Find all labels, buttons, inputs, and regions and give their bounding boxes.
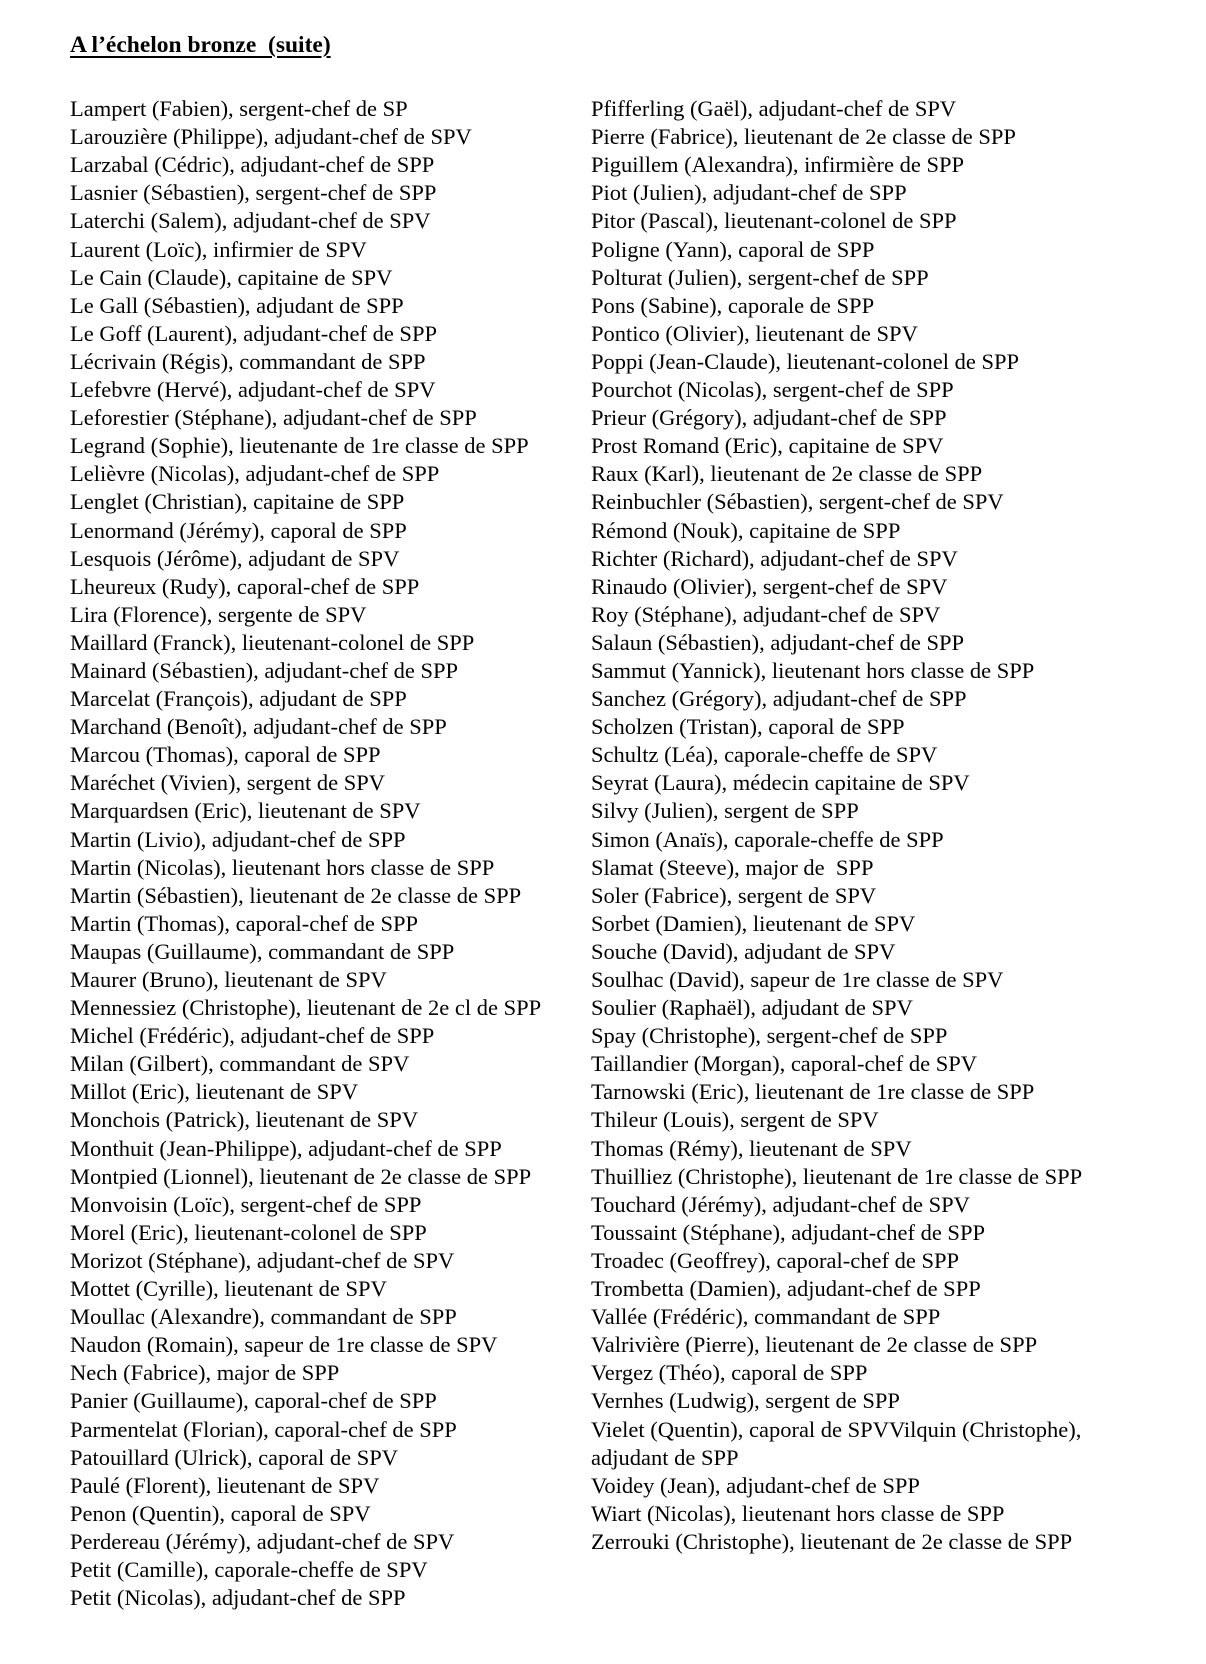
list-entry: Voidey (Jean), adjudant-chef de SPP xyxy=(591,1472,920,1498)
list-entry: Lira (Florence), sergente de SPV xyxy=(70,601,367,627)
list-entry: Thileur (Louis), sergent de SPV xyxy=(591,1107,879,1133)
list-entry: Milan (Gilbert), commandant de SPV xyxy=(70,1051,410,1077)
list-entry: Patouillard (Ulrick), caporal de SPV xyxy=(70,1444,399,1470)
list-entry: Maurer (Bruno), lieutenant de SPV xyxy=(70,967,387,992)
list-entry: Seyrat (Laura), médecin capitaine de SPV xyxy=(591,770,970,796)
list-entry: Monvoisin (Loïc), sergent-chef de SPP xyxy=(70,1191,422,1217)
list-entry: Trombetta (Damien), adjudant-chef de SPP xyxy=(591,1276,981,1302)
list-entry: Roy (Stéphane), adjudant-chef de SPV xyxy=(591,601,941,627)
list-entry: Maréchet (Vivien), sergent de SPV xyxy=(70,770,386,796)
list-entry: Martin (Sébastien), lieutenant de 2e classe de SPP xyxy=(70,882,522,908)
list-entry: Laurent (Loïc), infirmier de SPV xyxy=(70,236,367,262)
list-entry: Larouzière (Philippe), adjudant-chef de SPV xyxy=(70,124,472,150)
list-entry: Pierre (Fabrice), lieutenant de 2e classe de SPP xyxy=(591,124,1016,150)
list-entry: Taillandier (Morgan), caporal-chef de SPV xyxy=(591,1051,977,1077)
list-entry: Vergez (Théo), caporal de SPP xyxy=(591,1360,868,1386)
list-entry: Le Gall (Sébastien), adjudant de SPP xyxy=(70,292,404,318)
list-entry: Sammut (Yannick), lieutenant hors classe de SPP xyxy=(591,657,1035,683)
list-entry: Prost Romand (Eric), capitaine de SPV xyxy=(591,433,944,459)
list-entry: Mottet (Cyrille), lieutenant de SPV xyxy=(70,1276,387,1302)
document-title: A l’échelon bronze (suite) xyxy=(70,32,331,58)
list-entry: Lefebvre (Hervé), adjudant-chef de SPV xyxy=(70,377,436,403)
list-entry: Morizot (Stéphane), adjudant-chef de SPV xyxy=(70,1247,455,1273)
list-entry: Maupas (Guillaume), commandant de SPP xyxy=(70,938,455,964)
list-entry: Sanchez (Grégory), adjudant-chef de SPP xyxy=(591,686,967,712)
list-entry: Millot (Eric), lieutenant de SPV xyxy=(70,1079,359,1105)
list-entry: Polturat (Julien), sergent-chef de SPP xyxy=(591,264,929,290)
list-entry: Soulhac (David), sapeur de 1re classe de SPV xyxy=(591,967,1004,992)
list-entry: Spay (Christophe), sergent-chef de SPP xyxy=(591,1023,948,1049)
list-entry: Naudon (Romain), sapeur de 1re classe de SPV xyxy=(70,1332,498,1358)
list-entry: Simon (Anaïs), caporale-cheffe de SPP xyxy=(591,826,944,852)
list-entry: Parmentelat (Florian), caporal-chef de SPP xyxy=(70,1416,457,1442)
list-entry: Laterchi (Salem), adjudant-chef de SPV xyxy=(70,208,431,234)
list-entry: Sorbet (Damien), lieutenant de SPV xyxy=(591,910,916,936)
list-entry: Perdereau (Jérémy), adjudant-chef de SPV xyxy=(70,1528,455,1554)
list-entry: Soulier (Raphaël), adjudant de SPV xyxy=(591,995,913,1021)
list-entry: Lampert (Fabien), sergent-chef de SP xyxy=(70,96,408,122)
list-entry: Soler (Fabrice), sergent de SPV xyxy=(591,882,877,908)
list-entry: Pontico (Olivier), lieutenant de SPV xyxy=(591,320,918,346)
list-entry: Panier (Guillaume), caporal-chef de SPP xyxy=(70,1388,437,1414)
list-entry: Souche (David), adjudant de SPV xyxy=(591,938,896,964)
list-entry: Legrand (Sophie), lieutenante de 1re classe de SPP xyxy=(70,433,529,459)
list-entry: Vallée (Frédéric), commandant de SPP xyxy=(591,1304,941,1330)
list-entry: Monthuit (Jean-Philippe), adjudant-chef de SPP xyxy=(70,1135,502,1161)
list-entry: Le Cain (Claude), capitaine de SPV xyxy=(70,264,393,290)
list-entry: Monchois (Patrick), lieutenant de SPV xyxy=(70,1107,419,1133)
list-entry: Petit (Camille), caporale-cheffe de SPV xyxy=(70,1556,428,1582)
list-entry: Poppi (Jean-Claude), lieutenant-colonel de SPP xyxy=(591,348,1020,374)
list-entry: Lasnier (Sébastien), sergent-chef de SPP xyxy=(70,180,437,206)
list-entry: Montpied (Lionnel), lieutenant de 2e classe de SPP xyxy=(70,1163,532,1189)
list-entry: Thomas (Rémy), lieutenant de SPV xyxy=(591,1135,912,1161)
list-entry: Marchand (Benoît), adjudant-chef de SPP xyxy=(70,714,447,740)
list-entry: Mainard (Sébastien), adjudant-chef de SPP xyxy=(70,657,459,683)
list-entry: Scholzen (Tristan), caporal de SPP xyxy=(591,714,905,740)
list-entry: Valrivière (Pierre), lieutenant de 2e classe de SPP xyxy=(591,1332,1038,1358)
list-entry: Nech (Fabrice), major de SPP xyxy=(70,1360,340,1386)
list-entry: Silvy (Julien), sergent de SPP xyxy=(591,798,859,824)
list-entry: Rinaudo (Olivier), sergent-chef de SPV xyxy=(591,573,948,599)
right-column xyxy=(591,95,1119,1556)
list-entry: Poligne (Yann), caporal de SPP xyxy=(591,236,875,262)
list-entry: Leforestier (Stéphane), adjudant-chef de SPP xyxy=(70,405,477,431)
list-entry: Paulé (Florent), lieutenant de SPV xyxy=(70,1472,380,1498)
list-entry: Pourchot (Nicolas), sergent-chef de SPP xyxy=(591,377,954,403)
list-entry: Lenormand (Jérémy), caporal de SPP xyxy=(70,517,407,543)
list-entry: Rémond (Nouk), capitaine de SPP xyxy=(591,517,901,543)
list-entry: Piot (Julien), adjudant-chef de SPP xyxy=(591,180,907,206)
list-entry: Petit (Nicolas), adjudant-chef de SPP xyxy=(70,1585,406,1611)
list-entry: Mennessiez (Christophe), lieutenant de 2e cl de SPP xyxy=(70,995,542,1021)
left-column xyxy=(70,95,591,1612)
list-entry: Tarnowski (Eric), lieutenant de 1re classe de SPP xyxy=(591,1079,1035,1105)
list-entry: Toussaint (Stéphane), adjudant-chef de SPP xyxy=(591,1219,985,1245)
list-entry: Pons (Sabine), caporale de SPP xyxy=(591,292,875,318)
list-entry: Lheureux (Rudy), caporal-chef de SPP xyxy=(70,573,420,599)
list-entry: Wiart (Nicolas), lieutenant hors classe de SPP xyxy=(591,1500,1005,1526)
list-entry: Raux (Karl), lieutenant de 2e classe de SPP xyxy=(591,461,983,487)
list-entry: Lenglet (Christian), capitaine de SPP xyxy=(70,489,405,515)
list-entry: Vernhes (Ludwig), sergent de SPP xyxy=(591,1388,900,1414)
list-entry: Marcou (Thomas), caporal de SPP xyxy=(70,742,381,768)
list-entry: Martin (Livio), adjudant-chef de SPP xyxy=(70,826,406,852)
list-entry: Lécrivain (Régis), commandant de SPP xyxy=(70,348,426,374)
list-entry: Penon (Quentin), caporal de SPV xyxy=(70,1500,371,1526)
list-entry: Thuilliez (Christophe), lieutenant de 1re classe de SPP xyxy=(591,1163,1083,1189)
list-entry: Slamat (Steeve), major de SPP xyxy=(591,854,874,880)
list-entry: Piguillem (Alexandra), infirmière de SPP xyxy=(591,152,965,178)
list-entry: Martin (Thomas), caporal-chef de SPP xyxy=(70,910,419,936)
list-entry: Le Goff (Laurent), adjudant-chef de SPP xyxy=(70,320,437,346)
list-entry: Marcelat (François), adjudant de SPP xyxy=(70,686,407,712)
list-entry: Maillard (Franck), lieutenant-colonel de SPP xyxy=(70,629,475,655)
list-entry: Touchard (Jérémy), adjudant-chef de SPV xyxy=(591,1191,970,1217)
list-entry: Zerrouki (Christophe), lieutenant de 2e classe de SPP xyxy=(591,1528,1073,1554)
list-entry: Lesquois (Jérôme), adjudant de SPV xyxy=(70,545,400,571)
list-entry: Michel (Frédéric), adjudant-chef de SPP xyxy=(70,1023,435,1049)
list-entry: Prieur (Grégory), adjudant-chef de SPP xyxy=(591,405,947,431)
list-entry: Martin (Nicolas), lieutenant hors classe de SPP xyxy=(70,854,495,880)
list-entry: Pfifferling (Gaël), adjudant-chef de SPV xyxy=(591,96,957,122)
list-entry: Salaun (Sébastien), adjudant-chef de SPP xyxy=(591,629,965,655)
list-entry: Reinbuchler (Sébastien), sergent-chef de SPV xyxy=(591,489,1004,515)
list-entry: Larzabal (Cédric), adjudant-chef de SPP xyxy=(70,152,435,178)
list-entry: Schultz (Léa), caporale-cheffe de SPV xyxy=(591,742,938,768)
list-entry: Morel (Eric), lieutenant-colonel de SPP xyxy=(70,1219,427,1245)
list-entry: Vielet (Quentin), caporal de SPVVilquin (Christophe), adjudant de SPP xyxy=(591,1416,1087,1470)
list-entry: Marquardsen (Eric), lieutenant de SPV xyxy=(70,798,421,824)
list-entry: Lelièvre (Nicolas), adjudant-chef de SPP xyxy=(70,461,440,487)
list-entry: Richter (Richard), adjudant-chef de SPV xyxy=(591,545,958,571)
list-entry: Moullac (Alexandre), commandant de SPP xyxy=(70,1304,457,1330)
list-entry: Pitor (Pascal), lieutenant-colonel de SPP xyxy=(591,208,957,234)
two-column-list xyxy=(66,95,1206,1612)
list-entry: Troadec (Geoffrey), caporal-chef de SPP xyxy=(591,1247,959,1273)
